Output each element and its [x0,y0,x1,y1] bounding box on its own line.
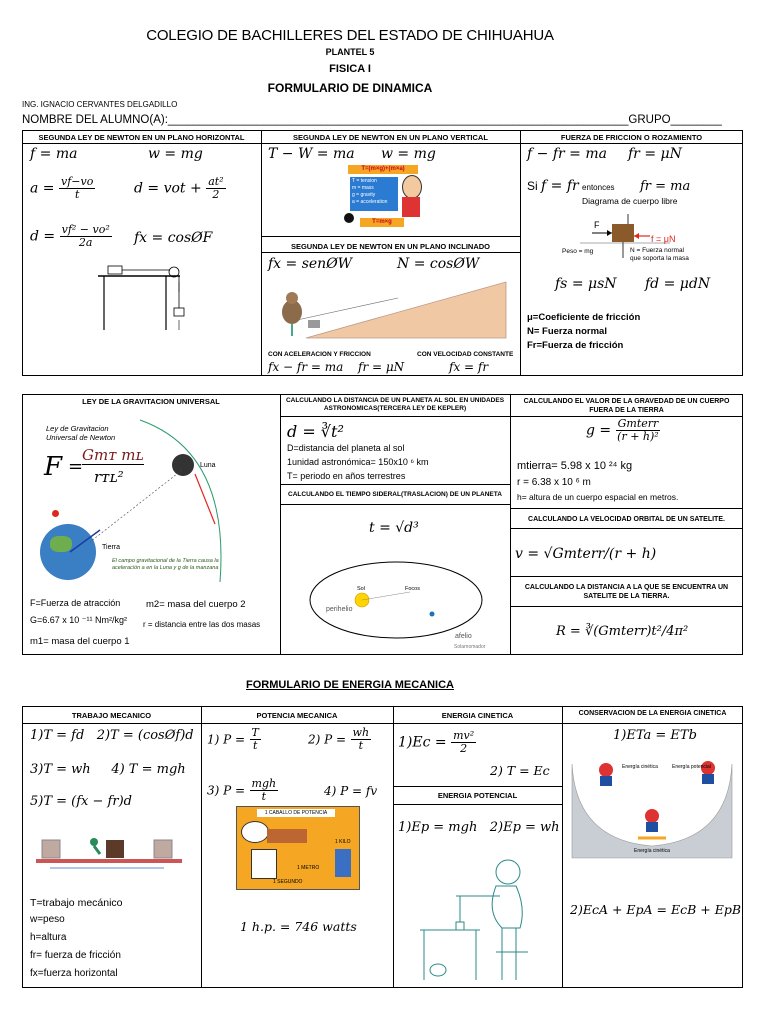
free-body-title: Diagrama de cuerpo libre [582,196,678,206]
eq-gravity: g = $\frac{\text{Gmterr}}{\text{(r + h)²}}$ [586,417,659,443]
def-r: r = distancia entre las dos masas [143,620,261,629]
eq-fr-mun: fr = μN [358,360,405,374]
def-friction: Fr=Fuerza de fricción [527,340,624,351]
orbit-perihelion: perihelio [326,606,353,613]
def-T: T= periodo en años terrestres [287,471,406,481]
campus-label: PLANTEL 5 [325,47,375,57]
pulley-table-diagram [96,258,206,334]
eq-potential: 1)Ep = mgh 2)Ep = wh [398,820,560,835]
energy-title: FORMULARIO DE ENERGIA MECANICA [246,679,454,691]
subtitle-const-velocity: CON VELOCIDAD CONSTANTE [417,351,514,358]
orbit-sun-label: Sol [357,586,365,592]
def-D: D=distancia del planeta al sol [287,443,405,453]
subject-label: FISICA I [329,63,371,75]
eq-f-ma: f = ma [30,146,78,162]
eq-f-fr-ma: f − fr = ma [527,146,607,162]
sidereal-title: CALCULANDO EL TIEMPO SIDERAL(TRASLACION) DE UN PLANETA [288,491,502,498]
gravitation-title: LEY DE LA GRAVITACION UNIVERSAL [82,397,220,406]
fbd-friction-label: f = μN [651,234,676,244]
friction-condition: Si f = fr entonces [527,178,615,194]
eq-kepler: d = ∛t² [287,422,344,441]
potential-title: ENERGIA POTENCIAL [437,791,518,800]
work-title: TRABAJO MECANICO [71,711,152,720]
subtitle-accel-friction: CON ACELERACION Y FRICCION [268,351,371,358]
def-weight: w=peso [30,914,65,925]
eq-power-4: 4) P = fv [324,784,378,798]
eq-conservation-2: 2)EcA + EpA = EcB + EpB [570,902,742,917]
def-normal: N= Fuerza normal [527,326,607,337]
eq-fx-fr-ma: fx − fr = ma [268,360,344,374]
eq-fx-sen: fx = senØW [268,256,353,272]
orbit-aphelion: afelio [455,633,472,640]
tension-cartoon: T=(m×g)+(m×a) T = tension m = mass g = gravity a = acceleration T=m×g [340,163,436,231]
eq-fd: fd = μdN [645,276,711,292]
eq-conservation-1: 1)ETa = ETb [613,728,697,743]
eq-fx-cos: fx = cosØF [134,230,213,246]
eq-acceleration: a = $\frac{vf-vo}{t}$ [30,175,94,201]
potential-energy-sketch [416,852,546,982]
pushing-box-diagram [36,832,184,878]
eq-distance-1: d = vot + $\frac{\text{at²}}{2}$ [134,175,224,201]
orbit-credit: Solarnomador [454,644,486,650]
friction-title: FUERZA DE FRICCION O ROZAMIENTO [560,133,703,142]
eq-w-mg: w = mg [148,146,203,162]
orbit-focus-label: Focos [405,586,420,592]
inclined-plane-diagram [268,276,512,344]
horsepower-cartoon: 1 CABALLO DE POTENCIA 1 KILO 1 METRO 1 SEGUNDO [236,806,360,890]
def-work: T=trabajo mecánico [30,897,123,909]
earth-mass: mtierra= 5.98 x 10 ²⁴ kg [517,460,633,472]
eq-fx-fr: fx = fr [449,360,489,374]
kinetic-title: ENERGIA CINETICA [441,711,514,720]
eq-t-w-ma: T − W = ma [268,146,355,162]
fbd-weight-label: Peso = mg [562,248,594,255]
eq-kinetic: 1)Ec = $\frac{\text{mv²}}{2}$ [398,729,475,755]
eq-work-2: 3)T = wh 4) T = mgh [30,762,186,777]
eq-power-3: 3) P = $\frac{\text{mgh}}{t}$ [207,777,277,803]
def-G: G=6.67 x 10 ⁻¹¹ Nm²/kg² [30,615,128,625]
eq-work-3: 5)T = (fx − fr)d [30,794,132,809]
height-def: h= altura de un cuerpo espacial en metros. [517,492,679,502]
earth-radius: r = 6.38 x 10 ⁶ m [517,477,591,488]
def-horizontal-force: fx=fuerza horizontal [30,968,118,979]
eq-fr-mun-2: fr = μN [628,146,682,162]
ramp-label-kinetic-a: Energía cinética [622,764,658,770]
satellite-distance-title: CALCULANDO LA DISTANCIA A LA QUE SE ENCUENTRA UN SATELITE DE LA TIERRA. [524,584,729,600]
eq-sidereal: t = √d³ [369,520,419,536]
fbd-normal-label: N = Fuerza normal que soporta la masa [630,247,689,262]
eq-fr-ma: fr = ma [640,179,691,194]
form-title: FORMULARIO DE DINAMICA [267,81,433,95]
newton-inclined-title: SEGUNDA LEY DE NEWTON EN UN PLANO INCLINADO [290,242,491,251]
eq-power-2: 2) P = $\frac{wh}{t}$ [308,726,370,752]
newton-horizontal-title: SEGUNDA LEY DE NEWTON EN UN PLANO HORIZONTAL [38,133,245,142]
ramp-label-potential: Energía potencial [672,764,711,770]
conservation-title: CONSERVACION DE LA ENERGIA CINETICA [578,710,727,717]
school-title: COLEGIO DE BACHILLERES DEL ESTADO DE CHIHUAHUA [146,27,554,44]
orbital-velocity-title: CALCULANDO LA VELOCIDAD ORBITAL DE UN SATELITE. [528,516,725,523]
fbd-force-label: F [594,220,600,230]
eq-fs: fs = μsN [555,276,617,292]
def-mass1: m1= masa del cuerpo 1 [30,636,130,647]
eq-power-1: 1) P = $\frac{T}{t}$ [207,726,259,752]
def-mass2: m2= masa del cuerpo 2 [146,599,246,610]
def-mu: μ=Coeficiente de fricción [527,312,641,323]
eq-distance-2: d = $\frac{\text{vf² − vo²}}{2a}$ [30,223,110,249]
ramp-label-kinetic-b: Energía cinética [634,848,670,854]
eq-w-mg-2: w = mg [381,146,436,162]
def-friction-force: fr= fuerza de fricción [30,950,121,961]
power-title: POTENCIA MECANICA [256,711,338,720]
eq-orbital-velocity: v = √Gmterr/(r + h) [515,546,657,562]
eq-work-1: 1)T = fd 2)T = (cosØf)d [30,728,194,743]
eq-satellite-distance: R = ∛(Gmterr)t²/4π² [556,624,689,639]
def-force: F=Fuerza de atracción [30,598,121,608]
student-name-line[interactable]: NOMBRE DEL ALUMNO(A):________________________________________________________________________GRUPO________ [22,114,722,126]
eq-t-ec: 2) T = Ec [490,763,550,778]
horsepower-eq: 1 h.p. = 746 watts [240,919,357,934]
eq-n-cos: N = cosØW [397,256,480,272]
newton-vertical-title: SEGUNDA LEY DE NEWTON EN UN PLANO VERTICAL [293,133,488,142]
gravitation-picture: Ley de Gravitacion Universal de Newton F = Gmᴛ mʟ rᴛʟ² Luna Tierra El campo gravitacional de la Tierra causa la aceleración a en la Luna y g de la manzana [30,412,274,590]
teacher-name: ING. IGNACIO CERVANTES DELGADILLO [22,100,178,109]
gravity-outside-title: CALCULANDO EL VALOR DE LA GRAVEDAD DE UN CUERPO FUERA DE LA TIERRA [523,398,730,414]
def-AU: 1unidad astronómica= 150x10 ⁶ km [287,457,429,467]
def-height: h=altura [30,932,67,943]
kepler-title: CALCULANDO LA DISTANCIA DE UN PLANETA AL SOL EN UNIDADES ASTRONOMICAS(TERCERA LEY DE KEPLER) [285,397,505,412]
